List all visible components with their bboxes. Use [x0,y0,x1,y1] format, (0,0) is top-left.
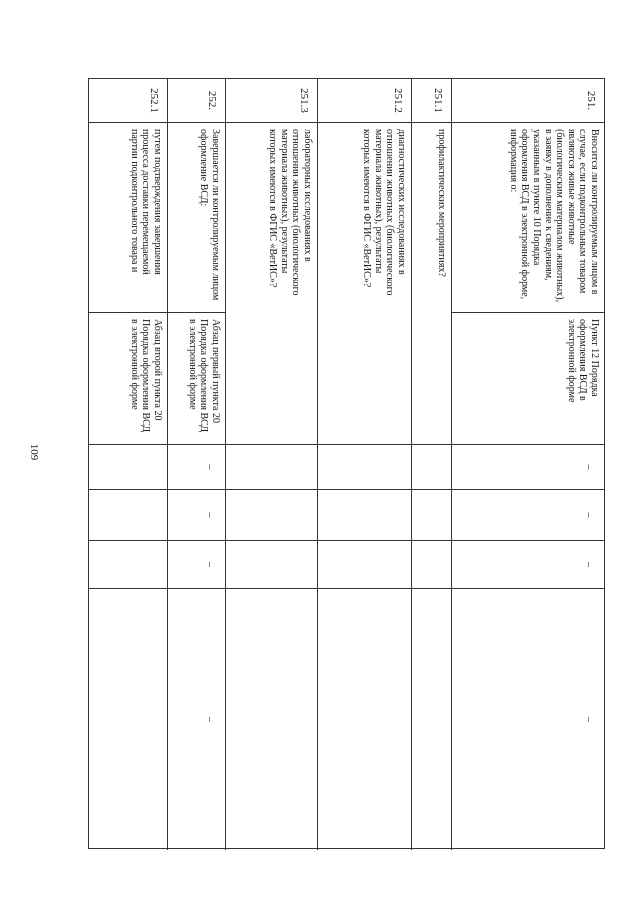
cell-no [318,489,411,540]
row-reference [318,312,411,444]
cell-note [318,588,411,850]
row-question: Вносится ли контролируемым лицом в случае, если подконтрольным товаром являются живые животные (биологическим материалом животных), в заявку в дополнение к сведениям, указанным в пункте 10 Порядка оформления ВСД в электронной форме, информация о: [452,122,604,312]
cell-no [412,489,451,540]
row-number: 252. [206,90,218,111]
checklist-table [88,78,605,849]
cell-na [412,540,451,588]
row-reference [226,312,317,444]
table-row [318,79,412,850]
cell-na [226,540,317,588]
cell-yes [89,444,167,489]
cell-na [318,540,411,588]
cell-na: – [583,562,594,567]
cell-yes [226,444,317,489]
cell-note: – [204,717,215,722]
row-number: 252.1 [148,88,160,113]
row-question: лабораторных исследованиях в отношении животных (биологического материала животных), результаты которых имеются в ФГИС «ВетИС»? [226,122,317,312]
cell-yes: – [583,464,594,470]
row-question: путем подтверждения завершения процесса доставки перемещаемой партии подконтрольного товара и [89,122,167,312]
cell-no: – [583,512,594,518]
table-row [89,79,168,850]
row-question: диагностических исследованиях в отношении животных (биологического материала животных), результаты которых имеются в ФГИС «ВетИС»? [318,122,411,312]
table-row [168,79,226,850]
cell-no: – [204,512,215,518]
row-question: Завершается ли контролируемым лицом оформление ВСД: [168,122,225,312]
cell-note: – [583,717,594,722]
cell-na: – [204,562,215,567]
row-number: 251.1 [432,88,444,113]
row-reference: Абзац первый пункта 20 Порядка оформления ВСД в электронной форме [168,312,225,444]
cell-na [89,540,167,588]
row-question: профилактических мероприятиях? [412,122,451,312]
cell-no [89,489,167,540]
cell-yes [412,444,451,489]
cell-no [226,489,317,540]
cell-yes: – [204,464,215,470]
row-number: 251.3 [298,88,310,113]
table-row [412,79,452,850]
cell-note [412,588,451,850]
cell-yes [318,444,411,489]
page-number: 109 [28,443,40,461]
cell-note [226,588,317,850]
row-reference: Абзац второй пункта 20 Порядка оформления ВСД в электронной форме [89,312,167,444]
table-row [226,79,318,850]
row-number: 251.2 [392,88,404,113]
cell-note [89,588,167,850]
row-reference [412,312,451,444]
row-reference: Пункт 12 Порядка оформления ВСД в электронной форме [452,312,604,444]
table-row [452,79,604,850]
row-number: 251. [585,90,597,111]
